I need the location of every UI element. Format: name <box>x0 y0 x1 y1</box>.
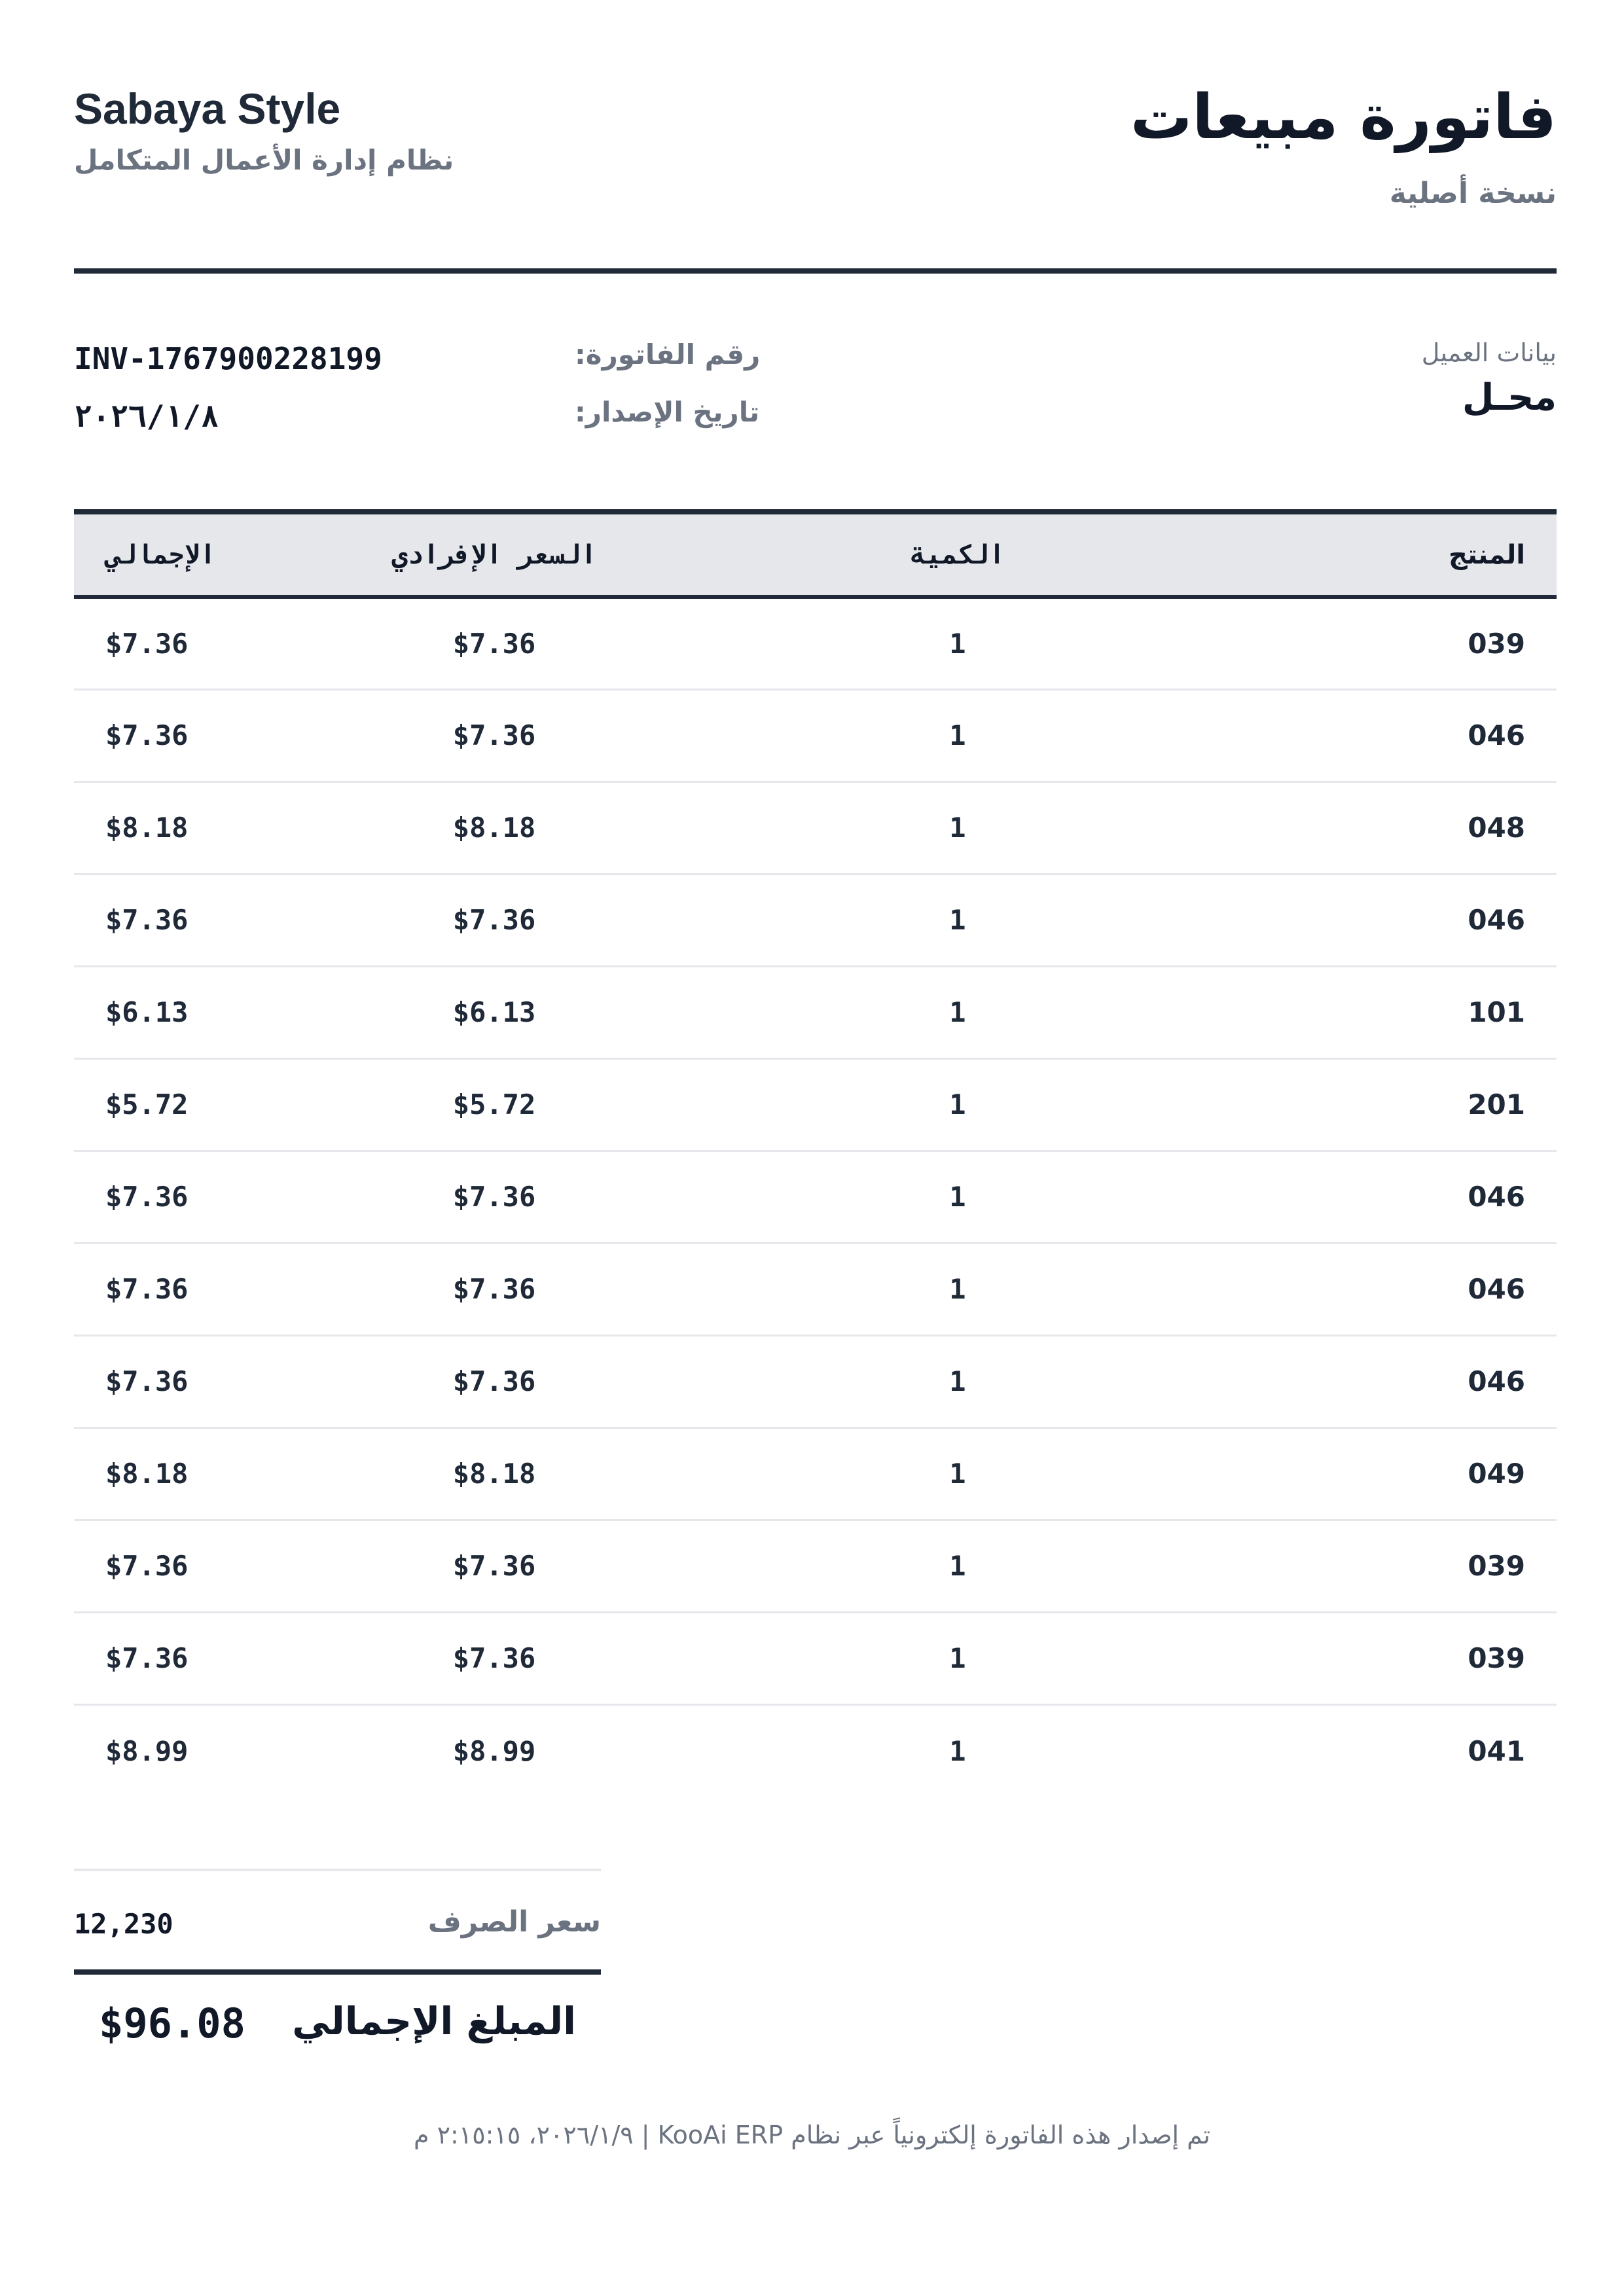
cell-unit-price: $8.18 <box>452 812 536 844</box>
cell-quantity: 1 <box>949 1642 966 1674</box>
cell-product: 046 <box>1468 904 1525 936</box>
cell-unit-price: $7.36 <box>452 627 536 660</box>
cell-unit-price: $8.99 <box>452 1734 536 1767</box>
cell-product: 039 <box>1468 1642 1525 1674</box>
cell-total: $8.99 <box>105 1734 189 1767</box>
column-header-product: المنتج <box>1174 512 1557 597</box>
table-row <box>74 1704 1557 1797</box>
cell-unit-price: $5.72 <box>452 1088 536 1121</box>
cell-quantity: 1 <box>949 904 966 936</box>
grand-total-value: $96.08 <box>99 2000 245 2047</box>
cell-quantity: 1 <box>949 1365 966 1397</box>
cell-product: 048 <box>1468 812 1525 844</box>
brand-name: Sabaya Style <box>74 84 341 133</box>
cell-product: 039 <box>1468 1550 1525 1582</box>
cell-product: 039 <box>1468 627 1525 660</box>
cell-product: 041 <box>1468 1734 1525 1767</box>
exchange-rate-row <box>74 1871 601 1975</box>
cell-quantity: 1 <box>949 1273 966 1305</box>
table-row <box>74 1058 1557 1151</box>
customer-name: محـل <box>1462 376 1557 419</box>
cell-total: $7.36 <box>105 1181 189 1213</box>
cell-total: $7.36 <box>105 627 189 660</box>
brand-subtitle: نظام إدارة الأعمال المتكامل <box>74 144 454 176</box>
cell-product: 049 <box>1468 1458 1525 1490</box>
invoice-number-label: رقم الفاتورة: <box>575 338 761 370</box>
grand-total-label: المبلغ الإجمالي <box>292 1999 576 2043</box>
cell-total: $5.72 <box>105 1088 189 1121</box>
cell-unit-price: $7.36 <box>452 1273 536 1305</box>
cell-total: $7.36 <box>105 1365 189 1397</box>
cell-product: 201 <box>1468 1088 1525 1121</box>
cell-quantity: 1 <box>949 1181 966 1213</box>
cell-unit-price: $7.36 <box>452 719 536 751</box>
column-header-quantity: الكمية <box>741 512 1174 597</box>
cell-quantity: 1 <box>949 1458 966 1490</box>
cell-total: $7.36 <box>105 1273 189 1305</box>
cell-unit-price: $7.36 <box>452 1550 536 1582</box>
cell-quantity: 1 <box>949 1734 966 1767</box>
cell-total: $7.36 <box>105 1550 189 1582</box>
customer-label: بيانات العميل <box>1421 338 1557 367</box>
cell-quantity: 1 <box>949 1550 966 1582</box>
exchange-rate-label: سعر الصرف <box>427 1905 601 1939</box>
table-row <box>74 781 1557 874</box>
table-row <box>74 1243 1557 1335</box>
column-header-total: الإجمالي <box>74 512 247 597</box>
cell-total: $8.18 <box>105 812 189 844</box>
cell-product: 046 <box>1468 1181 1525 1213</box>
cell-total: $7.36 <box>105 1642 189 1674</box>
table-row <box>74 597 1557 689</box>
invoice-info <box>74 331 1557 448</box>
footer-note: تم إصدار هذه الفاتورة إلكترونياً عبر نظام KooAi ERP | ٢٠٢٦/١/٩، ٢:١٥:١٥ م <box>413 2121 1211 2149</box>
cell-product: 101 <box>1468 996 1525 1028</box>
cell-unit-price: $6.13 <box>452 996 536 1028</box>
cell-quantity: 1 <box>949 1088 966 1121</box>
issue-date-label: تاريخ الإصدار: <box>575 396 760 428</box>
cell-total: $7.36 <box>105 719 189 751</box>
cell-quantity: 1 <box>949 627 966 660</box>
table-header-row <box>74 512 1557 597</box>
column-header-unit-price: السعر الإفرادي <box>247 512 742 597</box>
table-row <box>74 874 1557 966</box>
cell-unit-price: $8.18 <box>452 1458 536 1490</box>
issue-date: ٢٠٢٦/١/٨ <box>74 399 219 434</box>
cell-quantity: 1 <box>949 719 966 751</box>
exchange-rate-value: 12,230 <box>74 1908 173 1940</box>
table-row <box>74 966 1557 1058</box>
table-row <box>74 1520 1557 1612</box>
table-row <box>74 1335 1557 1427</box>
cell-product: 046 <box>1468 719 1525 751</box>
invoice-header <box>74 79 1557 274</box>
cell-unit-price: $7.36 <box>452 904 536 936</box>
cell-unit-price: $7.36 <box>452 1642 536 1674</box>
table-row <box>74 689 1557 781</box>
copy-label: نسخة أصلية <box>1389 177 1557 210</box>
table-row <box>74 1151 1557 1243</box>
cell-product: 046 <box>1468 1365 1525 1397</box>
invoice-number: INV-1767900228199 <box>74 341 382 376</box>
cell-total: $8.18 <box>105 1458 189 1490</box>
table-row <box>74 1612 1557 1704</box>
cell-quantity: 1 <box>949 812 966 844</box>
cell-total: $6.13 <box>105 996 189 1028</box>
document-title: فاتورة مبيعات <box>1130 82 1557 153</box>
cell-total: $7.36 <box>105 904 189 936</box>
table-row <box>74 1427 1557 1520</box>
totals-summary <box>74 1869 601 2058</box>
items-table <box>74 509 1557 1797</box>
cell-unit-price: $7.36 <box>452 1365 536 1397</box>
cell-quantity: 1 <box>949 996 966 1028</box>
cell-unit-price: $7.36 <box>452 1181 536 1213</box>
cell-product: 046 <box>1468 1273 1525 1305</box>
